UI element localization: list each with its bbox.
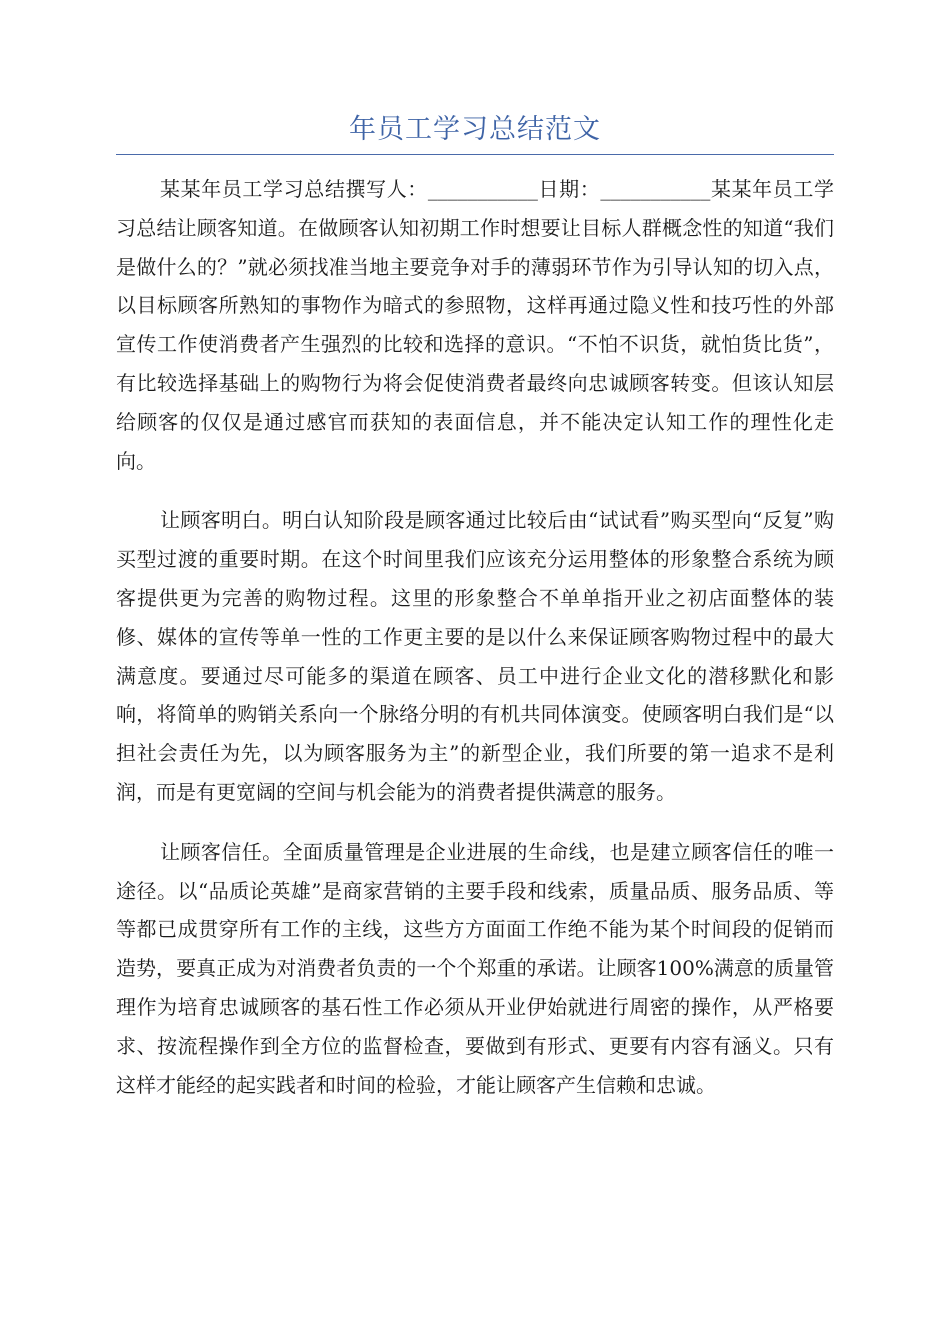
paragraph-1: 某某年员工学习总结撰写人：___________日期：___________某某年员工学习总结让顾客知道。在做顾客认知初期工作时想要让目标人群概念性的知道“我们是做什么的？”就必须找准当地主要竞争对手的薄弱环节作为引导认知的切入点，以目标顾客所熟知的事物作为暗式的参照物，这样再通过隐义性和技巧性的外部宣传工作使消费者产生强烈的比较和选择的意识。“不怕不识货，就怕货比货”，有比较选择基础上的购物行为将会促使消费者最终向忠诚顾客转变。但该认知层给顾客的仅仅是通过感官而获知的表面信息，并不能决定认知工作的理性化走向。 <box>116 177 834 473</box>
title-underline <box>116 154 834 155</box>
document-title: 年员工学习总结范文 <box>349 114 601 145</box>
document-body <box>116 170 834 1125</box>
paragraph-2: 让顾客明白。明白认知阶段是顾客通过比较后由“试试看”购买型向“反复”购买型过渡的重要时期。在这个时间里我们应该充分运用整体的形象整合系统为顾客提供更为完善的购物过程。这里的形象整合不单单指开业之初店面整体的装修、媒体的宣传等单一性的工作更主要的是以什么来保证顾客购物过程中的最大满意度。要通过尽可能多的渠道在顾客、员工中进行企业文化的潜移默化和影响，将简单的购销关系向一个脉络分明的有机共同体演变。使顾客明白我们是“以担社会责任为先，以为顾客服务为主”的新型企业，我们所要的第一追求不是利润，而是有更宽阔的空间与机会能为的消费者提供满意的服务。 <box>116 508 834 804</box>
paragraph-3: 让顾客信任。全面质量管理是企业进展的生命线，也是建立顾客信任的唯一途径。以“品质论英雄”是商家营销的主要手段和线索，质量品质、服务品质、等等都已成贯穿所有工作的主线，这些方方面面工作绝不能为某个时间段的促销而造势，要真正成为对消费者负责的一个个郑重的承诺。让顾客100%满意的质量管理作为培育忠诚顾客的基石性工作必须从开业伊始就进行周密的操作，从严格要求、按流程操作到全方位的监督检查，要做到有形式、更要有内容有涵义。只有这样才能经的起实践者和时间的检验，才能让顾客产生信赖和忠诚。 <box>116 839 834 1097</box>
